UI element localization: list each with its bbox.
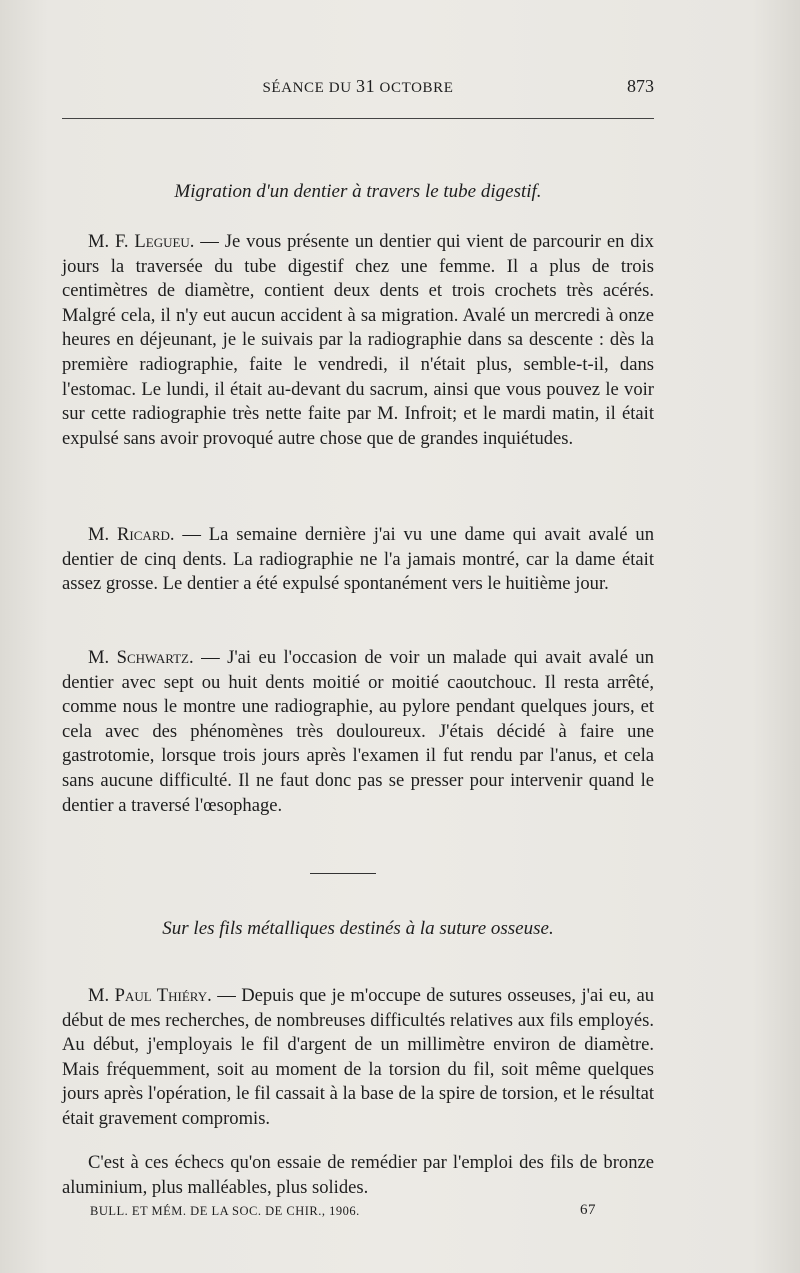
paragraph-thiery: M. Paul Thiéry. — Depuis que je m'occupe de sutures osseuses, j'ai eu, au début de mes recherches, de nombreuses difficultés relatives aux fils employés. Au début, j'employais le fil d'argent de un millimètre environ de diamètre. Mais fréquemment, soit au moment de la torsion du fil, soit même quelques jours après l'opération, le fil cassait à la base de la spire de torsion, et le résultat était gravement compromis. (62, 985, 654, 1129)
header-title (62, 76, 654, 97)
page-footer (90, 1202, 596, 1226)
header-title-day: 31 (356, 76, 376, 96)
speaker-name: Paul Thiéry (114, 985, 208, 1006)
running-header (62, 76, 654, 104)
paragraph-schwartz: M. Schwartz. — J'ai eu l'occasion de voir un malade qui avait avalé un dentier avec sept ou huit dents moitié or moitié caoutchouc. Il resta arrêté, comme nous le montre une radiographie, au pylore pendant quelques jours, et cela avec des phénomènes très douloureux. J'étais décidé à faire une gastrotomie, lorsque trois jours après l'examen il fut rendu par l'anus, et cela sans aucune difficulté. Il ne faut donc pas se presser pour intervenir quand le dentier a traversé l'œsophage. (62, 647, 654, 816)
section-title-migration: Migration d'un dentier à travers le tube digestif. (174, 181, 542, 202)
paragraph-ricard: M. Ricard. — La semaine dernière j'ai vu une dame qui avait avalé un dentier de cinq dents. La radiographie ne l'a jamais montré, car la dame était assez grosse. Le dentier a été expulsé spontanément vers le huitième jour. (62, 524, 654, 595)
paragraph-legueu: M. F. Legueu. — Je vous présente un dentier qui vient de parcourir en dix jours la traversée du tube digestif chez une femme. Il a plus de trois centimètres de diamètre, contient deux dents et trois crochets très acérés. Malgré cela, il n'y eut aucun accident à sa migration. Avalé un mercredi à onze heures en déjeunant, je le suivais par la radiographie dans sa descente : dès la première radiographie, faite le vendredi, il n'était plus, semble-t-il, dans l'estomac. Le lundi, il était au-devant du sacrum, ainsi que vous pouvez le voir sur cette radiographie très nette faite par M. Infroit; et le mardi matin, il était expulsé sans avoir provoqué autre chose que de grandes inquiétudes. (62, 231, 654, 449)
footer-journal: BULL. ET MÉM. DE LA SOC. DE CHIR., 1906. (90, 1204, 360, 1218)
paragraph-thiery-continued: C'est à ces échecs qu'on essaie de remédier par l'emploi des fils de bronze aluminium, plus malléables, plus solides. (62, 1152, 654, 1198)
page-number: 873 (627, 76, 654, 96)
header-rule (62, 118, 654, 119)
footer-signature: 67 (580, 1202, 596, 1218)
speaker-name: Schwartz (116, 647, 189, 668)
speaker-name: Legueu (134, 231, 190, 252)
speaker-name: Ricard (117, 524, 170, 545)
section-separator (310, 873, 376, 874)
section-title-fils-metalliques: Sur les fils métalliques destinés à la suture osseuse. (162, 918, 554, 939)
header-title-prefix: SÉANCE DU (262, 80, 356, 96)
header-title-suffix: OCTOBRE (375, 80, 454, 96)
